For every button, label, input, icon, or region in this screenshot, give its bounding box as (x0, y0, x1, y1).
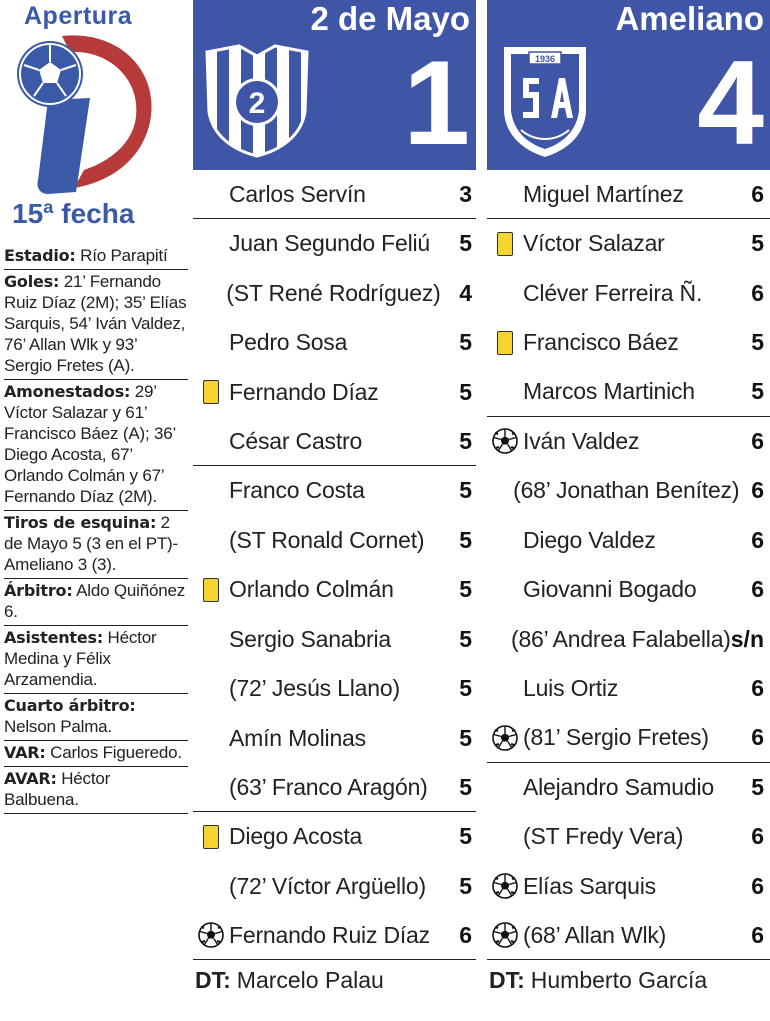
goal-ball-icon (492, 725, 518, 751)
home-team-header (193, 0, 476, 170)
tournament-title: Apertura (24, 2, 133, 30)
player-rating: 5 (751, 230, 764, 257)
player-name: Carlos Servín (229, 180, 366, 207)
player-name: César Castro (229, 427, 363, 454)
player-rating: 6 (751, 526, 764, 553)
event-slot (487, 170, 523, 219)
event-slot (193, 219, 229, 268)
player-rating: 6 (751, 724, 764, 750)
home-crest-label: 2 (248, 87, 266, 120)
player-rating: 6 (751, 427, 764, 454)
tournament-logo-icon (10, 32, 160, 200)
player-rating: 5 (459, 477, 472, 504)
away-coach (487, 960, 770, 1000)
yellow-card-icon (497, 232, 513, 256)
player-name: Francisco Báez (523, 329, 679, 356)
event-slot (193, 664, 229, 713)
match-info-text: 21’ Fernando Ruiz Díaz (2M); 35’ Elías Sarquis, 54’ Iván Valdez, 76’ Allan Wlk y 93’ Sergio Fretes (A). (4, 272, 187, 375)
player-rating: 5 (459, 576, 472, 603)
tournament-round: 15ª fecha (12, 198, 135, 229)
player-row (487, 565, 770, 615)
player-name: (ST Fredy Vera) (523, 823, 684, 850)
player-row (193, 368, 476, 418)
player-rating: 5 (459, 378, 472, 405)
player-rating: 5 (459, 872, 472, 899)
match-info-block (4, 579, 188, 626)
player-name: Fernando Ruiz Díaz (229, 921, 430, 948)
player-row (487, 466, 770, 516)
player-name: Diego Valdez (523, 526, 656, 553)
match-info-text: Carlos Figueredo. (45, 743, 182, 762)
player-row (193, 812, 476, 862)
event-slot (487, 812, 523, 861)
match-info-label: Árbitro: (4, 581, 73, 600)
player-name: Orlando Colmán (229, 576, 394, 603)
player-name: (72’ Jesús Llano) (229, 675, 400, 702)
away-team-name: Ameliano (615, 0, 764, 37)
match-info-block (4, 511, 188, 579)
player-name: Alejandro Samudio (523, 773, 714, 800)
match-info-block (4, 741, 188, 767)
player-name: (ST Ronald Cornet) (229, 526, 425, 553)
match-info-block (4, 694, 188, 741)
player-row (487, 763, 770, 813)
event-slot (193, 911, 229, 960)
match-info-text: Nelson Palma. (4, 717, 112, 736)
event-slot (193, 318, 229, 367)
event-slot (487, 516, 523, 565)
match-info-text: Aldo Quiñónez 6. (4, 581, 186, 621)
player-name: (86’ Andrea Falabella) (510, 625, 731, 652)
home-team-name: 2 de Mayo (310, 0, 470, 37)
player-name: Iván Valdez (523, 427, 640, 454)
player-name: Sergio Sanabria (229, 625, 391, 652)
goal-ball-icon (492, 922, 518, 948)
player-rating: s/n (730, 625, 764, 652)
player-rating: 6 (751, 921, 764, 948)
player-row (487, 368, 770, 417)
event-slot (193, 615, 229, 664)
player-row (487, 318, 770, 368)
player-rating: 5 (751, 329, 764, 356)
event-slot (487, 367, 523, 416)
player-rating: 6 (751, 180, 764, 207)
event-slot (193, 714, 229, 763)
player-rating: 5 (459, 625, 472, 652)
player-rating: 6 (751, 279, 764, 306)
player-rating: 5 (751, 773, 764, 800)
away-crest-year: 1936 (534, 54, 556, 64)
player-rating: 6 (751, 872, 764, 899)
event-slot (487, 664, 523, 713)
match-info-text: 29’ Víctor Salazar y 61’ Francisco Báez (A); 36’ Diego Acosta, 67’ Orlando Colmán y 67’ Fernando Díaz (2M). (4, 382, 176, 506)
player-row (487, 269, 770, 319)
event-slot (487, 466, 513, 515)
match-info-block (4, 270, 188, 380)
player-rating: 5 (459, 675, 472, 702)
event-slot (487, 269, 523, 318)
home-lineup (193, 170, 476, 960)
match-info-label: Cuarto árbitro: (4, 696, 136, 715)
player-rating: 3 (459, 180, 472, 207)
player-name: Cléver Ferreira Ñ. (523, 279, 703, 306)
goal-ball-icon (198, 922, 224, 948)
away-team-score: 4 (697, 36, 764, 170)
match-info-text: Héctor Balbuena. (4, 769, 111, 809)
match-info-label: Goles: (4, 272, 60, 291)
player-rating: 6 (459, 921, 472, 948)
player-row (487, 911, 770, 960)
home-team-panel (193, 0, 476, 1000)
player-row (487, 516, 770, 566)
event-slot (487, 713, 523, 762)
match-info-block (4, 767, 188, 814)
player-row (487, 417, 770, 467)
event-slot (193, 862, 229, 911)
event-slot (487, 911, 523, 960)
player-row (193, 615, 476, 665)
player-name: Fernando Díaz (229, 378, 379, 405)
player-rating: 5 (459, 823, 472, 850)
player-row (487, 664, 770, 714)
player-name: Franco Costa (229, 477, 365, 504)
match-info-text: 2 de Mayo 5 (3 en el PT)-Ameliano 3 (3). (4, 513, 178, 574)
yellow-card-icon (203, 380, 219, 404)
player-row (193, 170, 476, 219)
player-name: Marcos Martinich (523, 378, 695, 404)
goal-ball-icon (492, 428, 518, 454)
event-slot (193, 763, 229, 812)
player-row (193, 318, 476, 368)
player-rating: 6 (751, 675, 764, 702)
home-team-score: 1 (403, 36, 470, 170)
player-name: Giovanni Bogado (523, 576, 697, 603)
yellow-card-icon (203, 578, 219, 602)
event-slot (487, 763, 523, 812)
event-slot (487, 615, 511, 664)
match-info-label: Estadio: (4, 246, 76, 265)
player-name: Elías Sarquis (523, 872, 656, 899)
player-row (193, 565, 476, 615)
match-info-label: AVAR: (4, 769, 57, 788)
player-name: Diego Acosta (229, 823, 363, 850)
player-name: (ST René Rodríguez) (226, 279, 441, 306)
player-rating: 5 (459, 526, 472, 553)
coach-label: DT: (489, 966, 525, 993)
match-info-label: VAR: (4, 743, 46, 762)
player-name: (68’ Jonathan Benítez) (513, 477, 740, 504)
event-slot (487, 318, 523, 367)
player-rating: 5 (459, 427, 472, 454)
yellow-card-icon (203, 825, 219, 849)
tournament-brand (0, 0, 190, 240)
player-row (487, 812, 770, 862)
player-name: Miguel Martínez (523, 180, 684, 207)
event-slot (193, 269, 226, 318)
match-info-list (4, 244, 188, 814)
player-row (487, 862, 770, 912)
coach-name: Humberto García (530, 966, 708, 993)
player-rating: 6 (751, 823, 764, 850)
player-name: Juan Segundo Feliú (229, 230, 430, 257)
match-info-block (4, 626, 188, 694)
player-row (487, 219, 770, 269)
match-sidebar (0, 0, 190, 1021)
match-info-text: Héctor Medina y Félix Arzamendia. (4, 628, 157, 689)
event-slot (193, 812, 229, 861)
event-slot (487, 219, 523, 268)
yellow-card-icon (497, 331, 513, 355)
coach-name: Marcelo Palau (236, 966, 384, 993)
player-row (487, 615, 770, 665)
away-lineup (487, 170, 770, 960)
player-row (193, 417, 476, 466)
player-row (193, 269, 476, 319)
player-rating: 4 (459, 279, 472, 306)
away-team-crest-icon (495, 42, 595, 162)
match-info-text: Río Parapití (75, 246, 168, 265)
event-slot (487, 862, 523, 911)
player-row (193, 763, 476, 812)
player-row (193, 516, 476, 566)
match-info-label: Amonestados: (4, 382, 131, 401)
player-name: Amín Molinas (229, 724, 366, 751)
event-slot (193, 466, 229, 515)
event-slot (193, 368, 229, 417)
player-row (193, 911, 476, 960)
player-name: Luis Ortiz (523, 675, 619, 702)
player-rating: 5 (751, 378, 764, 404)
player-row (193, 664, 476, 714)
away-team-panel (487, 0, 770, 1000)
player-row (487, 714, 770, 763)
player-row (193, 862, 476, 912)
player-row (193, 219, 476, 269)
match-info-label: Asistentes: (4, 628, 104, 647)
player-row (487, 170, 770, 219)
player-rating: 6 (751, 477, 764, 504)
home-team-crest-icon (201, 42, 313, 158)
player-rating: 5 (459, 230, 472, 257)
player-rating: 5 (459, 329, 472, 356)
goal-ball-icon (492, 873, 518, 899)
match-info-label: Tiros de esquina: (4, 513, 157, 532)
event-slot (487, 565, 523, 614)
coach-label: DT: (195, 966, 231, 993)
player-rating: 5 (459, 773, 472, 800)
match-info-block (4, 380, 188, 511)
player-name: (68’ Allan Wlk) (523, 921, 667, 948)
player-name: (81’ Sergio Fretes) (523, 724, 709, 750)
event-slot (487, 417, 523, 466)
player-row (193, 714, 476, 764)
match-info-block (4, 244, 188, 270)
player-row (193, 466, 476, 516)
player-name: (72’ Víctor Argüello) (229, 872, 426, 899)
player-rating: 5 (459, 724, 472, 751)
home-coach (193, 960, 476, 1000)
event-slot (193, 417, 229, 466)
event-slot (193, 565, 229, 614)
player-name: Pedro Sosa (229, 329, 348, 356)
event-slot (193, 516, 229, 565)
player-rating: 6 (751, 576, 764, 603)
player-name: Víctor Salazar (523, 230, 665, 257)
player-name: (63’ Franco Aragón) (229, 773, 428, 800)
event-slot (193, 170, 229, 219)
away-team-header (487, 0, 770, 170)
